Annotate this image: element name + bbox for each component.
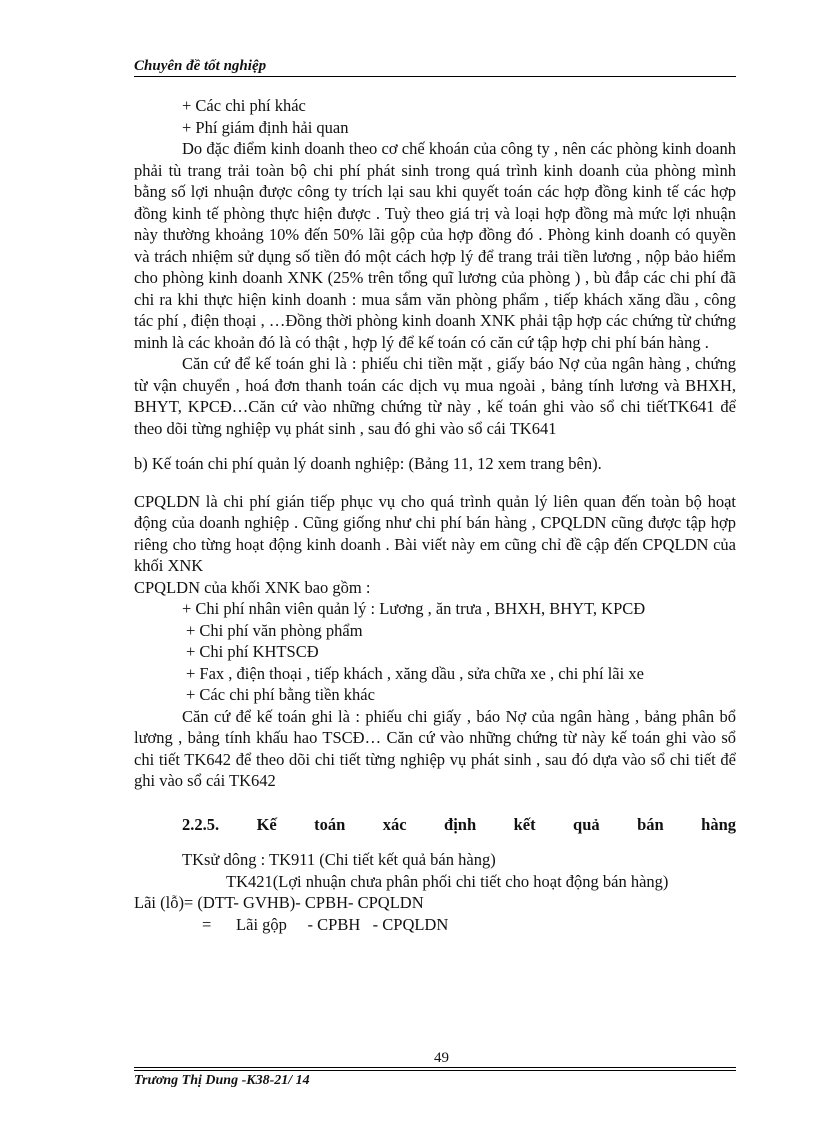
- heading-word: kết: [513, 814, 536, 834]
- paragraph-selling-expense-documents: Căn cứ để kế toán ghi là : phiếu chi tiền mặt , giấy báo Nợ của ngân hàng , chứng từ vận chuyển , hoá đơn thanh toán các dịch vụ mua ngoài , bảng tính lương và BHXH, BHYT, KPCĐ…Căn cứ vào những chứng từ này , kế toán ghi vào sổ chi tiếtTK641 để theo dõi từng nghiệp vụ phát sinh , sau đó ghi vào sổ cái TK641: [134, 354, 736, 438]
- heading-word: hàng: [701, 814, 736, 834]
- section-b-heading: b) Kế toán chi phí quản lý doanh nghiệp: (Bảng 11, 12 xem trang bên).: [134, 454, 602, 473]
- bullet-stationery: + Chi phí văn phòng phẩm: [186, 620, 363, 640]
- heading-word: xác: [382, 814, 407, 834]
- formula-profit: Lãi (lỗ)= (DTT- GVHB)- CPBH- CPQLDN: [134, 893, 424, 912]
- paragraph-admin-expense-documents: Căn cứ để kế toán ghi là : phiếu chi giấy , báo Nợ của ngân hàng , bảng phân bổ lương , bảng tính khấu hao TSCĐ… Căn cứ vào những chứng từ này kế toán ghi vào sổ chi tiết TK642 để theo dõi chi tiết từng nghiệp vụ phát sinh , sau đó dựa vào sổ chi tiết để ghi vào sổ cái TK642: [134, 706, 736, 790]
- page-number: 49: [434, 1050, 449, 1066]
- bullet-other-costs: + Các chi phí khác: [182, 96, 306, 115]
- heading-word: bán: [637, 814, 664, 834]
- body-text: [134, 95, 736, 935]
- bullet-customs-fee: + Phí giám định hải quan: [182, 117, 349, 137]
- footer-rule: [134, 1070, 736, 1071]
- header-title: Chuyên đề tốt nghiệp: [134, 58, 267, 74]
- bullet-management-staff: + Chi phí nhân viên quản lý : Lương , ăn trưa , BHXH, BHYT, KPCĐ: [182, 599, 646, 618]
- cpqldn-includes: CPQLDN của khối XNK bao gồm :: [134, 577, 371, 597]
- header-rule: [134, 76, 736, 77]
- heading-word: định: [444, 814, 477, 834]
- footer-rule: [134, 1067, 736, 1068]
- heading-word: Kế: [256, 814, 277, 834]
- heading-word: toán: [314, 814, 346, 834]
- account-tk421: TK421(Lợi nhuận chưa phân phối chi tiết cho hoạt động bán hàng): [226, 871, 669, 891]
- bullet-fax-phone: + Fax , điện thoại , tiếp khách , xăng dầu , sửa chữa xe , chi phí lãi xe: [186, 663, 644, 683]
- bullet-cash-costs: + Các chi phí bằng tiền khác: [186, 685, 375, 704]
- heading-word: quả: [573, 814, 600, 834]
- heading-word: 2.2.5.: [182, 814, 220, 834]
- footer-author: Trương Thị Dung -K38-21/ 14: [134, 1073, 310, 1088]
- paragraph-cpqldn-definition: CPQLDN là chi phí gián tiếp phục vụ cho quá trình quản lý liên quan đến toàn bộ hoạt động của doanh nghiệp . Cũng giống như chi phí bán hàng , CPQLDN cũng được tập hợp riêng cho từng hoạt động kinh doanh . Bài viết này em cũng chỉ đề cập đến CPQLDN của khối XNK: [134, 491, 736, 575]
- account-tk911: TKsử dông : TK911 (Chi tiết kết quả bán hàng): [182, 850, 496, 869]
- paragraph-contract-mechanism: Do đặc điểm kinh doanh theo cơ chế khoán của công ty , nên các phòng kinh doanh phải tù trang trải toàn bộ chi phí phát sinh trong quá trình kinh doanh của phòng mình bằng số lợi nhuận được công ty trích lại sau khi quyết toán các hợp đồng kinh tế các hợp đồng kinh tế phòng thực hiện được . Tuỳ theo giá trị và loại hợp đồng mà mức lợi nhuận này thường khoảng 10% đến 50% lãi gộp của hợp đồng đó . Phòng kinh doanh có quyền và trách nhiệm sử dụng số tiền đó một cách hợp lý để trang trải tiền lương , nộp bảo hiểm cho phòng kinh doanh XNK (25% trên tổng quĩ lương của phòng ) , bù đắp các chi phí đã chi ra khi thực hiện kinh doanh : mua sắm văn phòng phẩm , tiếp khách xăng dầu , công tác phí , điện thoại , …Đồng thời phòng kinh doanh XNK phải tập hợp các chứng từ chứng minh là các khoản đó là có thật , hợp lý để kế toán có căn cứ tập hợp chi phí bán hàng .: [134, 139, 736, 352]
- section-heading-225: [134, 814, 736, 836]
- formula-profit-line2: = Lãi gộp - CPBH - CPQLDN: [202, 914, 449, 934]
- bullet-depreciation: + Chi phí KHTSCĐ: [186, 642, 319, 661]
